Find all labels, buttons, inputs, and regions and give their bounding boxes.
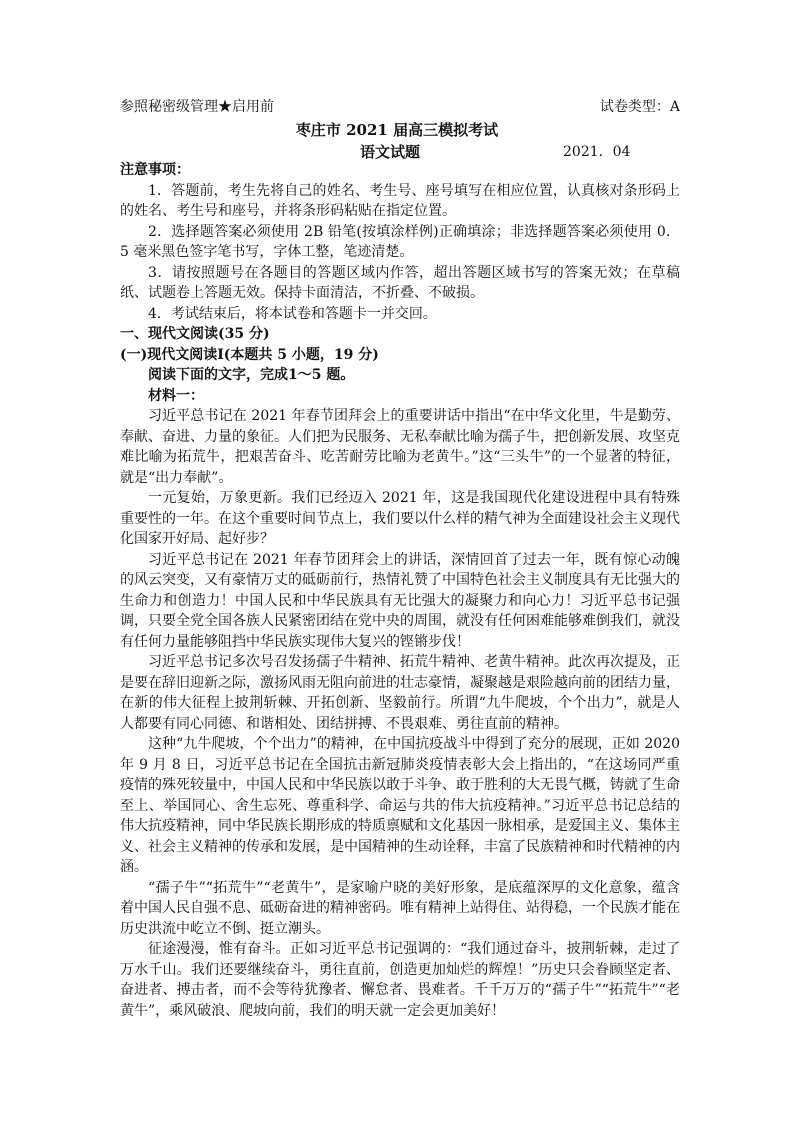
paper-type-label: 试卷类型：A xyxy=(599,99,680,115)
subject-title: 语文试题 xyxy=(360,143,421,161)
section-instruction: 阅读下面的文字，完成1～5 题。 xyxy=(148,367,355,383)
paragraph-5: 这种“九牛爬坡，个个出力”的精神，在中国抗疫战斗中得到了充分的展现，正如 2020 年 9 月 8 日，习近平总书记在全国抗击新冠肺炎疫情表彰大会上指出的，“在这场同严重疫情的殊死较量中，中国人民和中华民族以敢于斗争、敢于胜利的大无畏气概，铸就了生命至上、举国同心、舍生忘死、尊重科学、命运与共的伟大抗疫精神。”习近平总书记总结的伟大抗疫精神，同中华民族长期形成的特质禀赋和文化基因一脉相承，是爱国主义、集体主义、社会主义精神的传承和发展，是中国精神的生动诠释，丰富了民族精神和时代精神的内涵。 xyxy=(120,736,680,875)
exam-date: 2021．04 xyxy=(563,144,631,160)
paragraph-6: “孺子牛”“拓荒牛”“老黄牛”，是家喻户晓的美好形象，是底蕴深厚的文化意象，蕴含着中国人民自强不息、砥砺奋进的精神密码。唯有精神上站得住、站得稳，一个民族才能在历史洪流中屹立不倒、挺立潮头。 xyxy=(120,879,680,937)
section-subtitle: (一)现代文阅读Ⅰ(本题共 5 小题，19 分) xyxy=(120,346,379,363)
exam-content xyxy=(120,160,680,1021)
section-title: 一、现代文阅读(35 分) xyxy=(120,326,270,342)
paragraph-1: 习近平总书记在 2021 年春节团拜会上的重要讲话中指出“在中华文化里，牛是勤劳、奉献、奋进、力量的象征。人们把为民服务、无私奉献比喻为孺子牛，把创新发展、攻坚克难比喻为拓荒牛，把艰苦奋斗、吃苦耐劳比喻为老黄牛。”这“三头牛”的一个显著的特征，就是“出力奉献”。 xyxy=(120,408,680,486)
header-row xyxy=(120,97,680,117)
exam-title: 枣庄市 2021 届高三模拟考试 xyxy=(295,121,499,139)
paragraph-3: 习近平总书记在 2021 年春节团拜会上的讲话，深情回首了过去一年，既有惊心动魄的风云突变，又有豪情万丈的砥砺前行，热情礼赞了中国特色社会主义制度具有无比强大的生命力和创造力！中国人民和中华民族具有无比强大的凝聚力和向心力！习近平总书记强调，只要全党全国各族人民紧密团结在党中央的周围，就没有任何困难能够难倒我们，就没有任何力量能够阻挡中华民族实现伟大复兴的铿锵步伐！ xyxy=(120,551,680,650)
notice-item-4: 4．考试结束后，将本试卷和答题卡一并交回。 xyxy=(148,305,437,322)
paragraph-7: 征途漫漫，惟有奋斗。正如习近平总书记强调的：“我们通过奋斗，披荆斩棘，走过了万水千山。我们还要继续奋斗，勇往直前，创造更加灿烂的辉煌！”历史只会眷顾坚定者、奋进者、搏击者，而不会等待犹豫者、懈怠者、畏难者。千千万万的“孺子牛”“拓荒牛”“老黄牛”，乘风破浪、爬坡向前，我们的明天就一定会更加美好！ xyxy=(120,941,680,1019)
notice-item-1: 1．答题前，考生先将自己的姓名、考生号、座号填写在相应位置，认真核对条形码上的姓名、考生号和座号，并将条形码粘贴在指定位置。 xyxy=(120,182,680,219)
confidential-label: 参照秘密级管理★启用前 xyxy=(120,99,274,115)
material-label: 材料一： xyxy=(148,387,204,404)
paragraph-2: 一元复始，万象更新。我们已经迈入 2021 年，这是我国现代化建设进程中具有特殊重要性的一年。在这个重要时间节点上，我们要以什么样的精气神为全面建设社会主义现代化国家开好局、起好步？ xyxy=(120,490,680,547)
notice-item-3: 3．请按照题号在各题目的答题区域内作答，超出答题区域书写的答案无效；在草稿纸、试题卷上答题无效。保持卡面清洁，不折叠、不破损。 xyxy=(120,264,680,301)
paragraph-4: 习近平总书记多次号召发扬孺子牛精神、拓荒牛精神、老黄牛精神。此次再次提及，正是要在辞旧迎新之际，激扬风雨无阻向前进的壮志豪情，凝聚越是艰险越向前的团结力量，在新的伟大征程上披荆斩棘、开拓创新、坚毅前行。所谓“九牛爬坡，个个出力”，就是人人都要有同心同德、和谐相处、团结拼搏、不畏艰难、勇往直前的精神。 xyxy=(120,654,680,732)
notice-heading: 注意事项： xyxy=(120,162,190,178)
notice-item-2: 2．选择题答案必须使用 2B 铅笔(按填涂样例)正确填涂；非选择题答案必须使用 0．5 毫米黑色签字笔书写，字体工整，笔迹清楚。 xyxy=(120,223,680,260)
